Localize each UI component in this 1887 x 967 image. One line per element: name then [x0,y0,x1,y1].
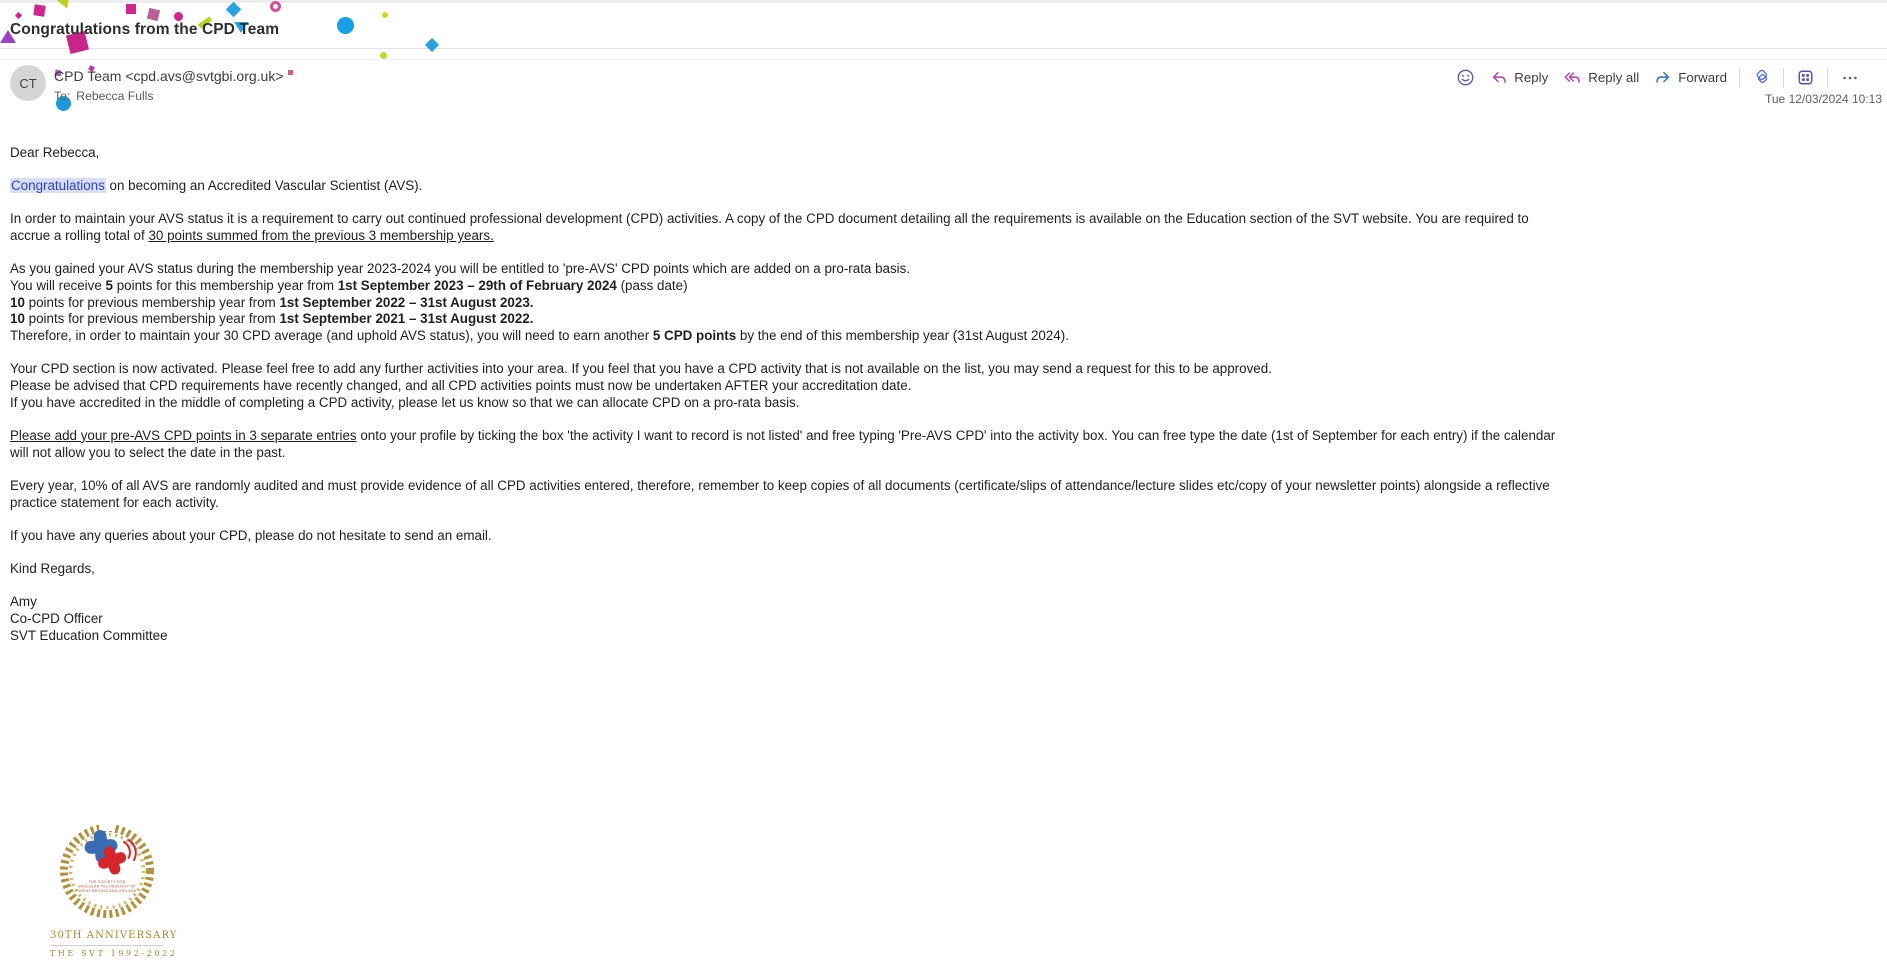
divider [1783,68,1784,88]
apps-grid-icon [1796,68,1815,87]
signature-block [10,594,1566,644]
avatar[interactable] [10,65,46,101]
preavs-rest: onto your profile by ticking the box 'the activity I want to record is not listed' and free typing 'Pre-AVS CPD' into the activity box. You can free type the date (1st of September for each entry) if the calendar will not allow you to select the date in the past. [10,427,1556,460]
confetti-shape [147,8,160,21]
congrats-rest: on becoming an Accredited Vascular Scientist (AVS). [105,178,423,194]
audit-paragraph: Every year, 10% of all AVS are randomly audited and must provide evidence of all CPD activities entered, therefore, remember to keep copies of all documents (certificate/slips of attendance/lecture slides etc/copy of your newsletter points) alongside a reflective practice statement for each activity. [10,477,1550,510]
forward-label: Forward [1678,70,1727,85]
points-line-2: 10 points for previous membership year from 1st September 2022 – 31st August 2023. [10,294,534,310]
sticker-icon [1752,68,1771,87]
logo-org-line3: GREAT BRITAIN AND IRELAND [77,889,137,893]
activated-line-2: Please be advised that CPD requirements have recently changed, and all CPD activities points must now be undertaken AFTER your accreditation date. [10,378,912,394]
activated-line-1: Your CPD section is now activated. Please feel free to add any further activities into your area. If you feel that you have a CPD activity that is not available on the list, you may send a request for this to be approved. [10,361,1272,377]
reply-button[interactable] [1487,67,1551,89]
reply-all-button[interactable] [1560,67,1642,89]
reply-label: Reply [1514,70,1549,85]
preavs-underlined: Please add your pre-AVS CPD points in 3 separate entries [10,427,357,443]
confetti-shape [33,4,45,16]
emoji-reaction-button[interactable] [1453,66,1478,89]
maintain-paragraph [10,211,1566,244]
apps-button[interactable] [1793,66,1818,89]
message-actions [1453,66,1863,89]
subject-header [0,3,1887,49]
header-divider [0,49,1887,60]
points-line-4: Therefore, in order to maintain your 30 CPD average (and uphold AVS status), you will need to earn another 5 CPD points by the end of this membership year (31st August 2024). [10,328,1069,344]
highlighted-word: Congratulations [11,178,105,194]
maintain-underlined: 30 points summed from the previous 3 membership years. [148,228,494,244]
to-label: To: [54,89,71,103]
confetti-shape [337,17,354,34]
signature-role: Co-CPD Officer [10,610,103,626]
reply-all-arrow-icon [1563,69,1582,87]
logo-anniversary-text: 30TH ANNIVERSARY [50,930,178,941]
logo-org-line2: VASCULAR TECHNOLOGY OF [78,884,136,889]
reply-arrow-icon [1490,69,1508,87]
more-ellipsis-icon [1840,69,1860,87]
points-line-1: You will receive 5 points for this membership year from 1st September 2023 – 29th of February 2024 (pass date) [10,278,688,294]
divider [1827,68,1828,88]
forward-button[interactable] [1651,67,1730,89]
recipient-line [54,89,154,103]
activated-block [10,361,1566,411]
sender-name[interactable]: CPD Team <cpd.avs@svtgbi.org.uk> [54,68,284,84]
preavs-paragraph [10,428,1566,461]
greeting: Dear Rebecca, [10,145,100,160]
to-recipient[interactable]: Rebecca Fulls [76,89,154,103]
email-body [0,134,1576,644]
logo-years-text: THE SVT 1992-2022 [50,949,178,958]
avatar-initials: CT [19,75,37,91]
queries-line: If you have any queries about your CPD, please do not hesitate to send an email. [10,527,492,543]
laurel-wreath-logo-image [51,813,163,927]
signature-org: SVT Education Committee [10,627,168,643]
confetti-shape [382,12,388,18]
more-actions-button[interactable] [1837,67,1863,89]
confetti-shape [226,2,242,18]
sticker-button[interactable] [1749,66,1774,89]
message-timestamp: Tue 12/03/2024 10:13 [1765,92,1882,106]
confetti-shape [126,4,136,14]
confetti-shape [380,52,387,59]
forward-arrow-icon [1654,69,1672,87]
points-line-3: 10 points for previous membership year from 1st September 2021 – 31st August 2022. [10,311,534,327]
confetti-shape [15,12,22,19]
points-block [10,261,1566,345]
svt-anniversary-logo [50,813,178,958]
confetti-shape [56,0,73,11]
points-intro: As you gained your AVS status during the membership year 2023-2024 you will be entitled to 'pre-AVS' CPD points which are added on a pro-rata basis. [10,261,911,277]
smiley-icon [1456,68,1475,87]
reply-all-label: Reply all [1588,70,1640,85]
logo-divider [51,945,163,946]
closing-line: Kind Regards, [10,560,95,576]
email-subject: Congratulations from the CPD Team [10,21,280,38]
activated-line-3: If you have accredited in the middle of completing a CPD activity, please let us know so that we can allocate CPD on a pro-rata basis. [10,394,800,410]
message-header [0,60,1887,134]
congrats-line [10,178,1566,195]
signature-name: Amy [10,594,37,610]
confetti-shape [174,12,183,21]
logo-org-line1: THE SOCIETY FOR [88,880,126,884]
confetti-shape [270,1,281,12]
maintain-text: In order to maintain your AVS status it is a requirement to carry out continued professional development (CPD) activities. A copy of the CPD document detailing all the requirements is available on the Education section of the SVT website. You are required to accrue a rolling total of [10,211,1529,244]
divider [1739,68,1740,88]
